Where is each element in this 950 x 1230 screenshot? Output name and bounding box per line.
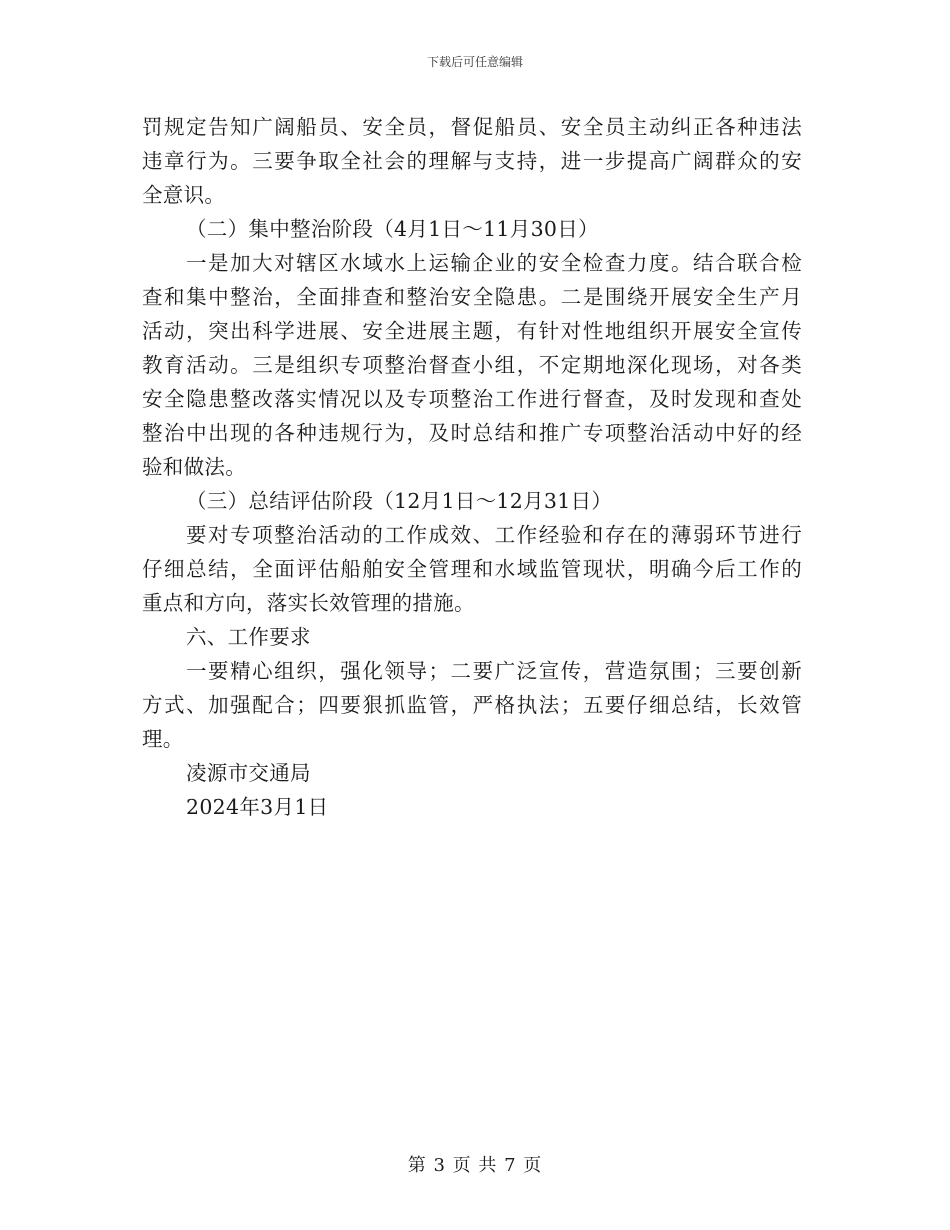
document-body — [142, 110, 802, 824]
page-number: 第 3 页 共 7 页 — [407, 1155, 543, 1176]
body-line: 一要精心组织，强化领导；二要广泛宣传，营造氛围；三要创新 — [186, 659, 802, 683]
signature-org: 凌源市交通局 — [186, 761, 311, 785]
body-line: 方式、加强配合；四要狠抓监管，严格执法；五要仔细总结，长效管 — [142, 693, 802, 717]
body-line: 仔细总结，全面评估船舶安全管理和水域监管现状，明确今后工作的 — [142, 557, 802, 581]
section-heading: 六、工作要求 — [186, 625, 311, 649]
section-heading: （三）总结评估阶段（12月1日～12月31日） — [186, 489, 613, 513]
body-line: 教育活动。三是组织专项整治督查小组，不定期地深化现场，对各类 — [142, 353, 802, 377]
body-line: 活动，突出科学进展、安全进展主题，有针对性地组织开展安全宣传 — [142, 319, 802, 343]
header-note: 下载后可任意编辑 — [426, 55, 523, 69]
signature-date: 2024年3月1日 — [186, 795, 329, 819]
body-line: 全意识。 — [142, 183, 226, 207]
body-line: 重点和方向，落实长效管理的措施。 — [142, 591, 475, 615]
body-line: 违章行为。三要争取全社会的理解与支持，进一步提高广阔群众的安 — [142, 149, 802, 173]
body-line: 理。 — [142, 727, 184, 751]
body-line: 罚规定告知广阔船员、安全员，督促船员、安全员主动纠正各种违法 — [142, 115, 802, 139]
body-line: 整治中出现的各种违规行为，及时总结和推广专项整治活动中好的经 — [142, 421, 802, 445]
section-heading: （二）集中整治阶段（4月1日～11月30日） — [186, 217, 599, 241]
body-line: 一是加大对辖区水域水上运输企业的安全检查力度。结合联合检 — [186, 251, 802, 275]
body-line: 查和集中整治，全面排查和整治安全隐患。二是围绕开展安全生产月 — [142, 285, 802, 309]
body-line: 安全隐患整改落实情况以及专项整治工作进行督查，及时发现和查处 — [142, 387, 802, 411]
body-line: 要对专项整治活动的工作成效、工作经验和存在的薄弱环节进行 — [186, 523, 802, 547]
body-line: 验和做法。 — [142, 455, 246, 479]
